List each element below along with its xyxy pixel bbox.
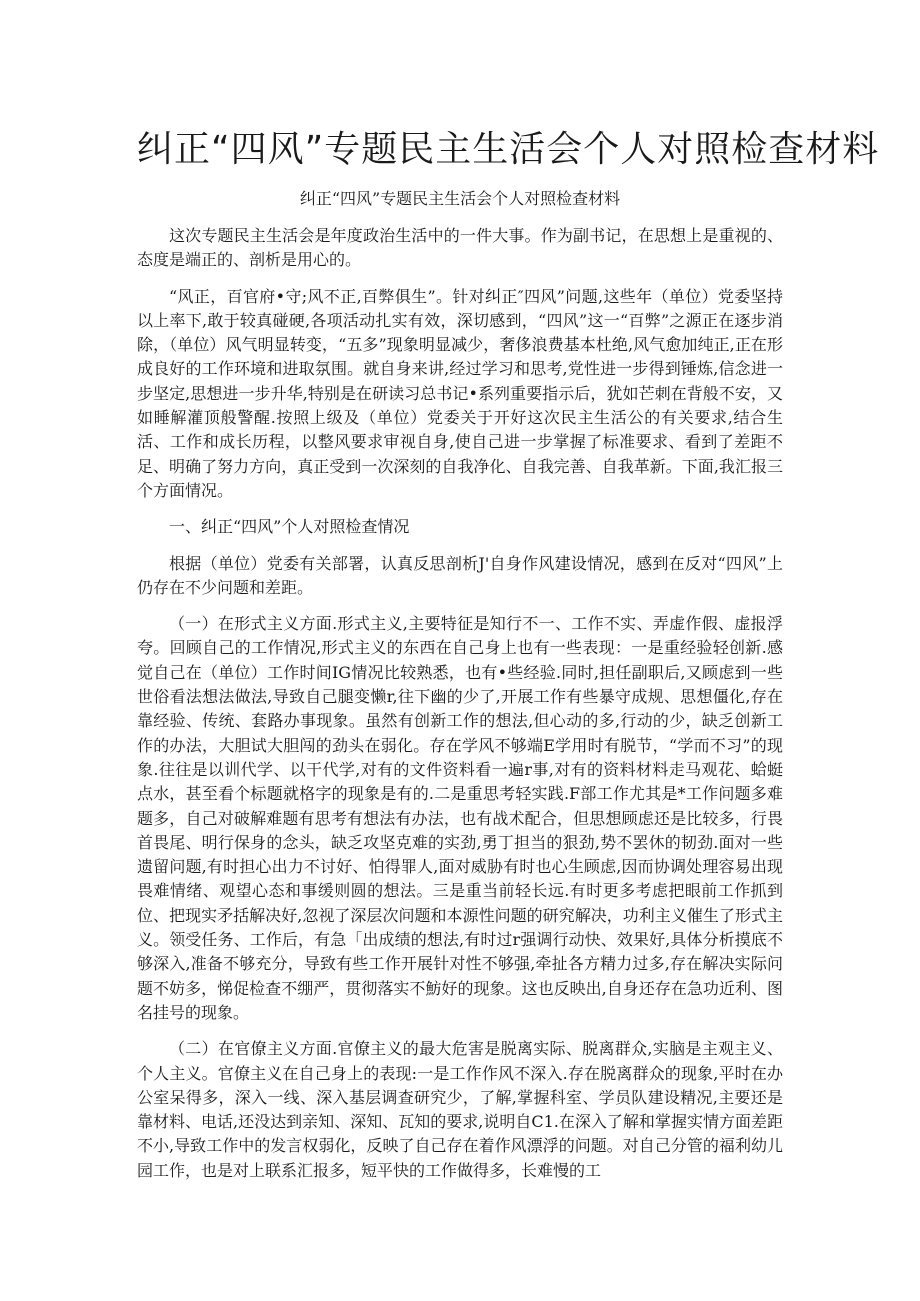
document-body <box>137 224 783 1183</box>
paragraph-formalism: （一）在形式主义方面.形式主义,主要特征是知行不一、工作不实、弄虚作假、虚报浮夸。回顾自己的工作情况,形式主义的东西在自己身上也有一些表现：一是重经验轻创新.感觉自己在（单位）工作时间IG情况比较熟悉，也有•些经验.同时,担任副职后,又顾虑到一些世俗看法想法做法,导致自己腿变懒r,往下幽的少了,开展工作有些暴守成规、思想僵化,存在靠经验、传统、套路办事现象。虽然有创新工作的想法,但心动的多,行动的少，缺乏创新工作的办法，大胆试大胆闯的劲头在弱化。存在学风不够端E学用时有脱节，“学而不习”的现象.往往是以训代学、以干代学,对有的文件资料看一遍r事,对有的资料材料走马观花、蛤蜓点水，甚至看个标题就格字的现象是有的.二是重思考轻实践.F部工作尤其是*工作问题多难题多，自己对破解难题有思考有想法有办法，也有战术配合，但思想顾虑还是比较多，行畏首畏尾、明行保身的念头，缺乏攻坚克难的实劲,勇丁担当的狠劲,势不罢休的韧劲.面对一些遗留问题,有时担心出力不讨好、怕得罪人,面对威胁有时也心生顾虑,因而协调处理容易出现畏难情绪、观望心态和事缓则圆的想法。三是重当前轻长远.有时更多考虑把眼前工作抓到位、把现实矛括解决好,忽视了深层次问题和本源性问题的研究解决，功利主义催生了形式主义。领受任务、工作后，有急「出成绩的想法,有时过r强调行动快、效果好,具体分析摸底不够深入,准备不够充分，导致有些工作开展针对性不够强,牵扯各方精力过多,存在解决实际问题不妨多，悌促检查不绷严，贯彻落实不魴好的现象。这也反映出,自身还存在急功近利、图名挂号的现象。 <box>137 614 783 1022</box>
paragraph-intro: 这次专题民主生活会是年度政治生活中的一件大事。作为副书记，在思想上是重视的、态度是端正的、剖析是用心的。 <box>137 226 783 270</box>
paragraph-reflection: 根据（单位）党委有关部署，认真反思剖析J'自身作风建设情况，感到在反对“四风”上仍存在不少问题和差距。 <box>137 553 783 597</box>
paragraph-bureaucratism: （二）在官僚主义方面.官僚主义的最大危害是脱离实际、脱离群众,实脑是主观主义、个人主义。官僚主义在自己身上的表现:一是工作作风不深入.存在脱离群众的现象,平时在办公室呆得多，深入一线、深入基层调查研究少，了解,掌握科室、学员队建设精况,主要还是靠材料、电话,还没达到亲知、深知、瓦知的要求,说明自C1.在深入了解和掌握实情方面差距不小,导致工作中的发言权弱化，反映了自己存在着作风漂浮的问题。对自己分管的福利幼儿园工作，也是对上联系汇报多，短平快的工作做得多，长难慢的工 <box>137 1039 783 1180</box>
paragraph-overview: “风正，百官府•守;风不正,百弊俱生”。针对纠正″四风”问题,这些年（单位）党委坚持以上率下,敢于较真碰硬,各项活动扎实有效，深切感到，“四风”这一“百弊”之源正在逐步消除，（单位）风气明显转变，“五多”现象明显减少，奢侈浪费基本杜绝,风气愈加纯正,正在形成良好的工作环境和进取氛围。就自身来讲,经过学习和思考,党性进一步得到锤炼,信念进一步坚定,思想进一步升华,特别是在研读习总书记•系列重要指示后，犹如芒刺在背般不安，又如睡解灌顶般警醒.按照上级及（单位）党委关于开好这次民主生活公的有关要求,结合生活、工作和成长历程，以整风要求审视自身,使自己进一步掌握了标准要求、看到了差距不足、明确了努力方向，真正受到一次深刻的自我净化、自我完善、自我革新。下面,我汇报三个方面情况。 <box>137 286 783 500</box>
section-heading-one: 一、纠正“四风”个人对照检查情况 <box>169 517 410 537</box>
document-title: 纠正“四风”专题民主生活会个人对照检查材料 <box>137 129 880 170</box>
document-subtitle: 纠正“四风”专题民主生活会个人对照检查材料 <box>299 189 621 208</box>
